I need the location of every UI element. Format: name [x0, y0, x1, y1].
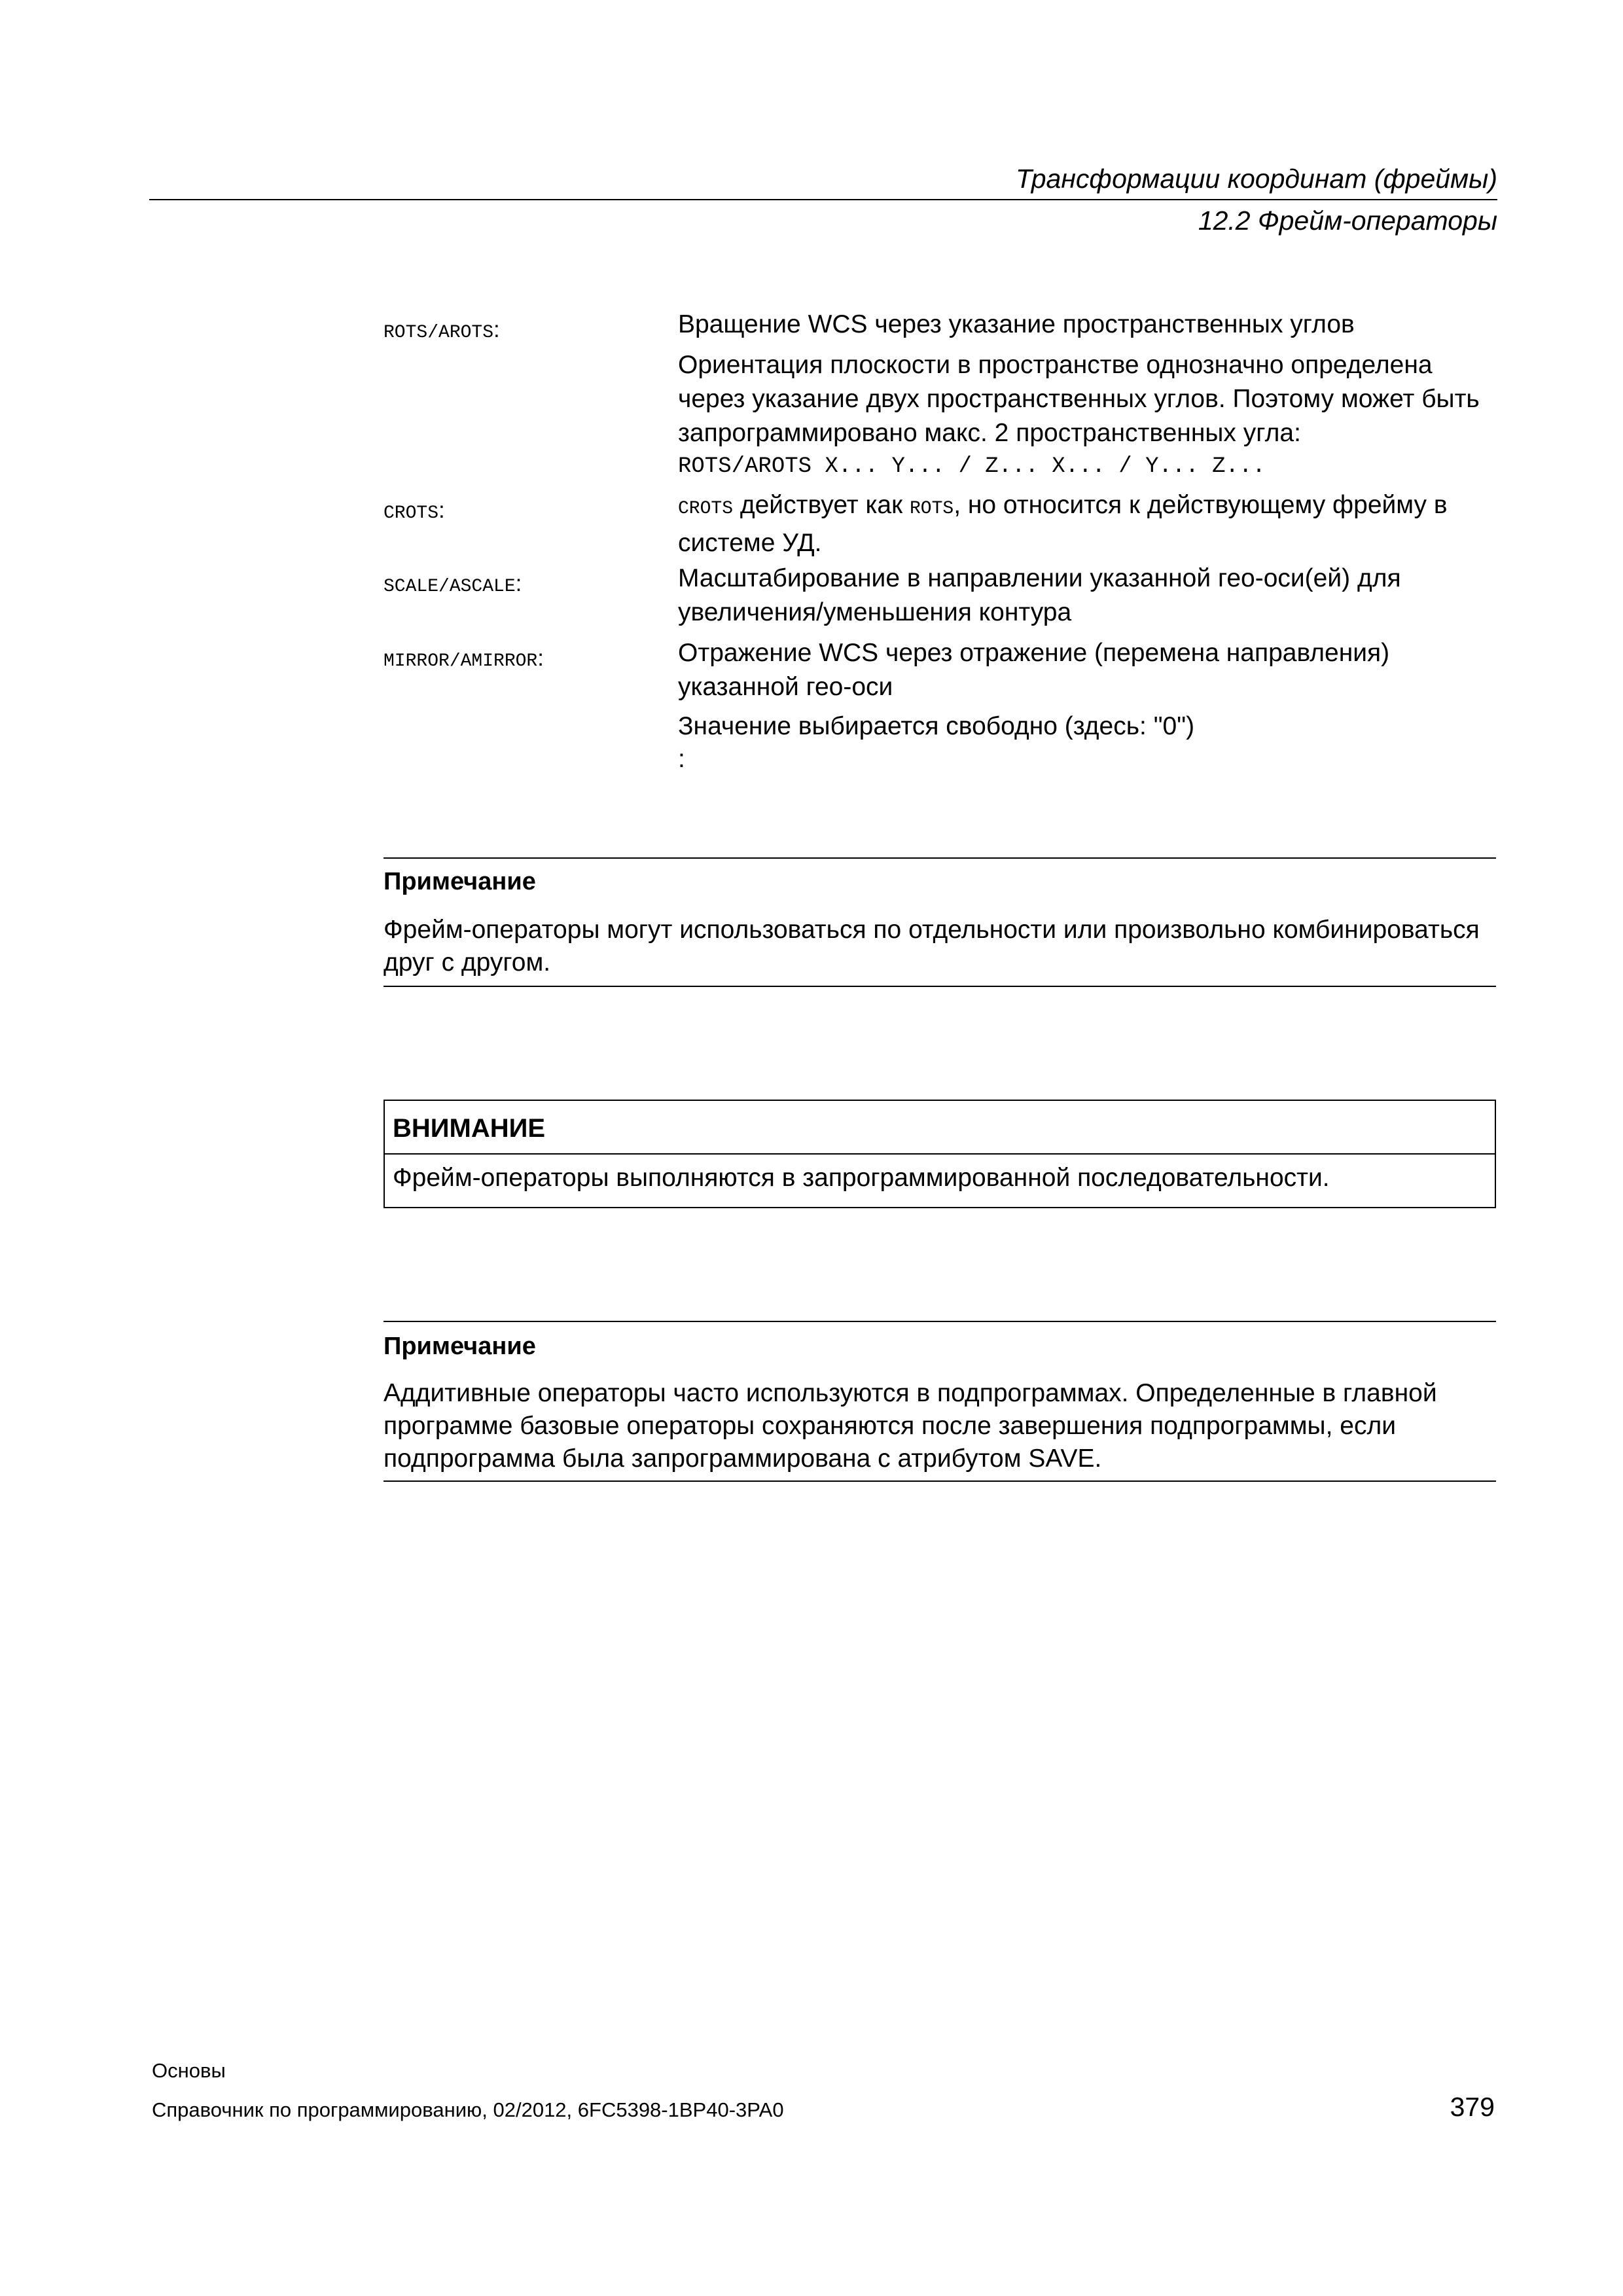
- header-rule: [149, 199, 1497, 200]
- note2-body: Аддитивные операторы часто используются в подпрограммах. Определенные в главной программе базовые операторы сохраняются после завершения подпрограммы, если подпрограмма была запрограммирована с атрибутом SAVE.: [383, 1379, 1437, 1473]
- page-number: 379: [1450, 2092, 1495, 2122]
- def-crots-text2: , но относится к действующему фрейму в системе УД.: [678, 491, 1448, 557]
- note2-top-rule: [383, 1321, 1496, 1322]
- def-rots-line2: Ориентация плоскости в пространстве однозначно определена через указание двух пространственных углов. Поэтому может быть запрограммировано макс. 2 пространственных угла:: [678, 351, 1480, 447]
- term-colon: :: [515, 571, 522, 596]
- note1-title: Примечание: [383, 868, 536, 895]
- term-rots: [383, 317, 500, 343]
- attention-box: [383, 1100, 1496, 1208]
- attention-divider: [385, 1153, 1495, 1155]
- attention-title: ВНИМАНИЕ: [393, 1114, 546, 1143]
- term-colon: :: [438, 497, 445, 523]
- footer-book: Основы: [152, 2059, 226, 2082]
- def-crots-code2: ROTS: [909, 499, 954, 519]
- term-scale: [383, 571, 522, 597]
- term-mirror-label: MIRROR/AMIRROR: [383, 651, 538, 672]
- note1-bottom-rule: [383, 986, 1496, 987]
- def-mirror-colon: :: [678, 745, 685, 773]
- def-mirror: Отражение WCS через отражение (перемена направления) указанной гео-оси: [678, 639, 1390, 701]
- note1-top-rule: [383, 857, 1496, 859]
- def-crots: [678, 488, 1503, 560]
- footer-manual: Справочник по программированию, 02/2012, 6FC5398-1BP40-3PA0: [152, 2098, 784, 2121]
- section-title: 12.2 Фрейм-операторы: [1198, 206, 1497, 236]
- term-crots-label: CROTS: [383, 503, 439, 524]
- attention-body: Фрейм-операторы выполняются в запрограммированной последовательности.: [393, 1164, 1330, 1192]
- term-crots: [383, 497, 445, 524]
- def-crots-text1: действует как: [733, 491, 910, 519]
- term-colon: :: [537, 645, 544, 671]
- term-scale-label: SCALE/ASCALE: [383, 577, 516, 597]
- def-rots-line1: Вращение WCS через указание пространственных углов: [678, 310, 1355, 338]
- term-rots-label: ROTS/AROTS: [383, 323, 494, 343]
- def-scale: Масштабирование в направлении указанной гео-оси(ей) для увеличения/уменьшения контура: [678, 564, 1401, 626]
- def-crots-code1: CROTS: [678, 499, 734, 519]
- def-rots-code: ROTS/AROTS X... Y... / Z... X... / Y... Z...: [678, 454, 1266, 479]
- term-colon: :: [493, 317, 500, 342]
- note1-body: Фрейм-операторы могут использоваться по отдельности или произвольно комбинироваться друг с другом.: [383, 916, 1480, 977]
- def-mirror-value: Значение выбирается свободно (здесь: "0"): [678, 712, 1195, 740]
- term-mirror: [383, 645, 544, 672]
- chapter-title: Трансформации координат (фреймы): [1016, 164, 1497, 194]
- note2-title: Примечание: [383, 1333, 536, 1360]
- note2-bottom-rule: [383, 1480, 1496, 1482]
